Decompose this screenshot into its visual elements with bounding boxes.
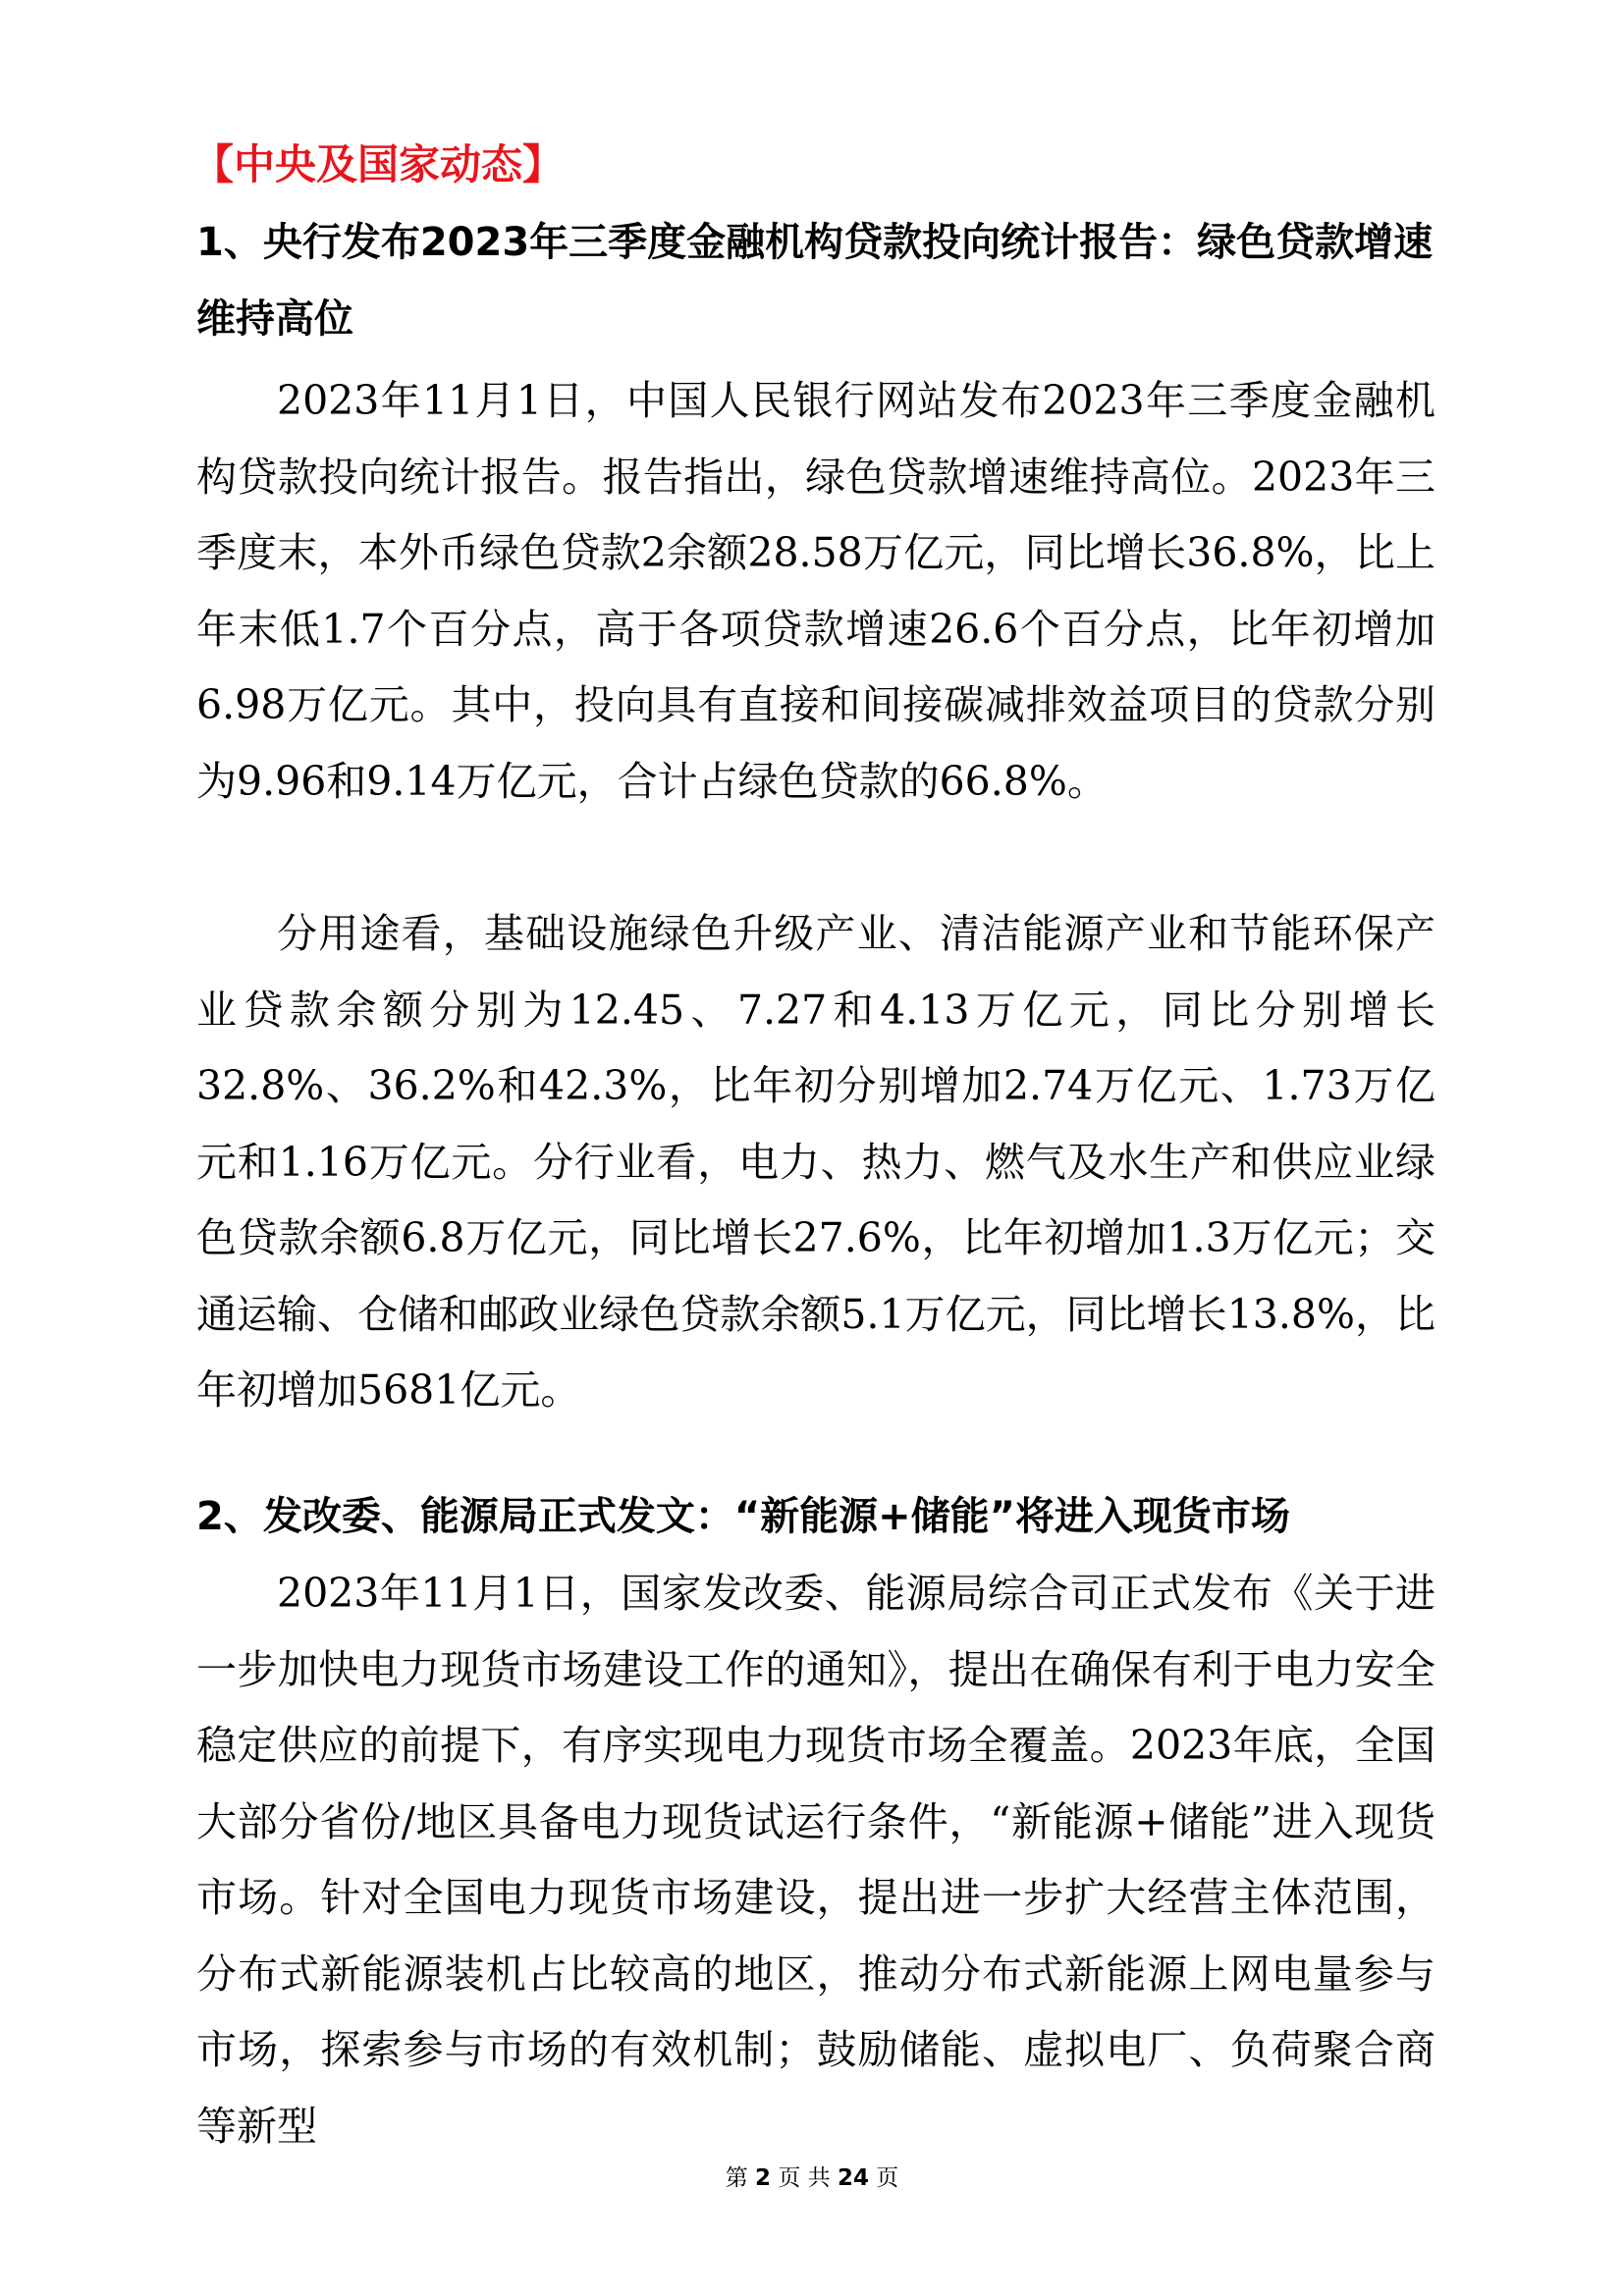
footer-middle: 页 共: [771, 2165, 838, 2191]
footer-suffix: 页: [868, 2165, 899, 2191]
footer-page-number: 2: [755, 2165, 772, 2191]
page-footer: [0, 2163, 1624, 2193]
section-heading: 【中央及国家动态】: [192, 140, 565, 188]
article-title-2: 2、发改委、能源局正式发文：“新能源+储能”将进入现货市场: [196, 1494, 1290, 1539]
footer-total-pages: 24: [837, 2165, 869, 2191]
article-2-paragraph-1: 2023年11月1日，国家发改委、能源局综合司正式发布《关于进一步加快电力现货市场建设工作的通知》，提出在确保有利于电力安全稳定供应的前提下，有序实现电力现货市场全覆盖。2023年底，全国大部分省份/地区具备电力现货试运行条件，“新能源+储能”进入现货市场。针对全国电力现货市场建设，提出进一步扩大经营主体范围，分布式新能源装机占比较高的地区，推动分布式新能源上网电量参与市场，探索参与市场的有效机制；鼓励储能、虚拟电厂、负荷聚合商等新型: [196, 1570, 1435, 2150]
article-title-1: 1、央行发布2023年三季度金融机构贷款投向统计报告：绿色贷款增速维持高位: [196, 220, 1434, 342]
article-1-paragraph-1: 2023年11月1日，中国人民银行网站发布2023年三季度金融机构贷款投向统计报告。报告指出，绿色贷款增速维持高位。2023年三季度末，本外币绿色贷款2余额28.58万亿元，同比增长36.8%，比上年末低1.7个百分点，高于各项贷款增速26.6个百分点，比年初增加6.98万亿元。其中，投向具有直接和间接碳减排效益项目的贷款分别为9.96和9.14万亿元，合计占绿色贷款的66.8%。: [196, 377, 1435, 805]
article-1-paragraph-2: 分用途看，基础设施绿色升级产业、清洁能源产业和节能环保产业贷款余额分别为12.45、7.27和4.13万亿元，同比分别增长32.8%、36.2%和42.3%，比年初分别增加2.74万亿元、1.73万亿元和1.16万亿元。分行业看，电力、热力、燃气及水生产和供应业绿色贷款余额6.8万亿元，同比增长27.6%，比年初增加1.3万亿元；交通运输、仓储和邮政业绿色贷款余额5.1万亿元，同比增长13.8%，比年初增加5681亿元。: [196, 910, 1435, 1414]
footer-prefix: 第: [725, 2165, 756, 2191]
